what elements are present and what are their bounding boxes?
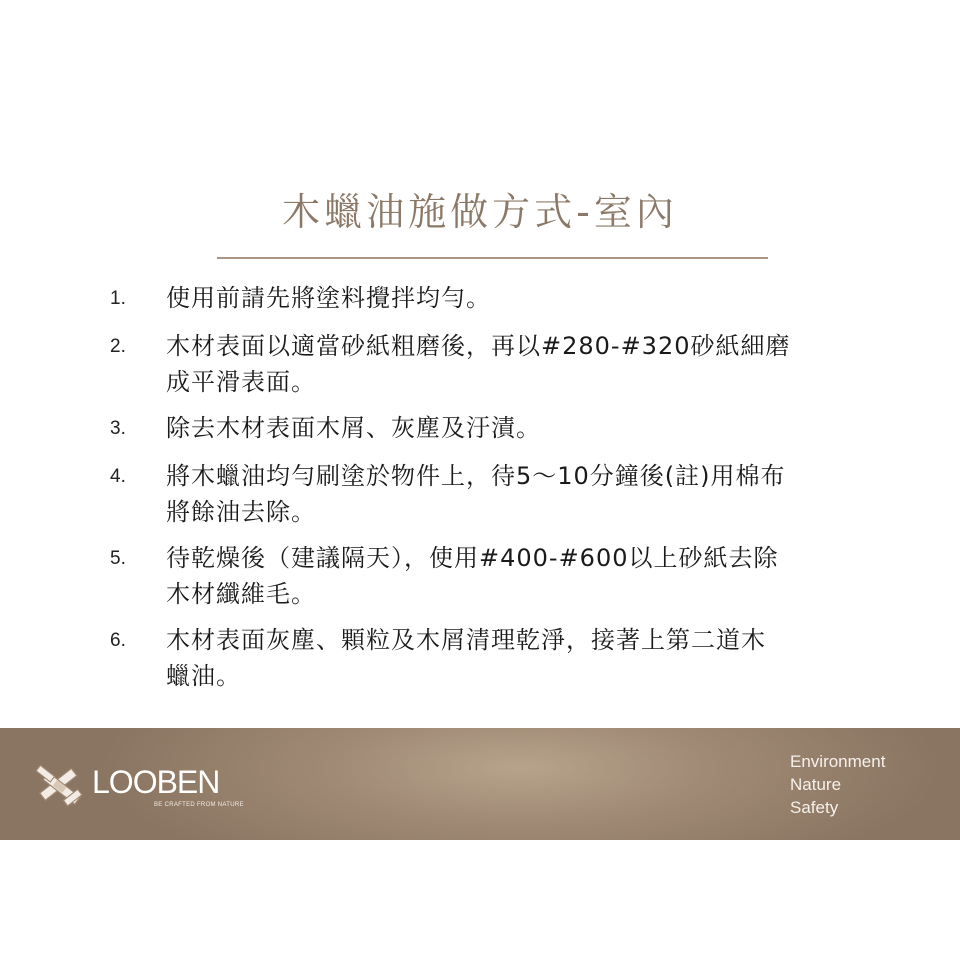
step-line: 成平滑表面。: [166, 368, 316, 396]
page-title: 木蠟油施做方式-室內: [282, 190, 678, 234]
step-line: 木材纖維毛。: [166, 580, 316, 608]
step-number: 2.: [110, 336, 126, 357]
brand-tagline: BE CRAFTED FROM NATURE: [154, 802, 244, 808]
step-item: [110, 458, 910, 530]
step-line: 木材表面以適當砂紙粗磨後，再以#280-#320砂紙細磨: [166, 332, 791, 360]
step-number: 6.: [110, 630, 126, 651]
step-number: 1.: [110, 288, 126, 309]
value-environment: Environment: [790, 752, 886, 771]
step-line: 將餘油去除。: [166, 498, 316, 526]
steps-list: [110, 280, 910, 704]
step-number: 5.: [110, 548, 126, 569]
step-line: 蠟油。: [166, 662, 241, 690]
woven-wood-icon: [34, 764, 90, 810]
value-safety: Safety: [790, 798, 839, 817]
step-item: [110, 540, 910, 612]
step-number: 3.: [110, 418, 126, 439]
step-text: [166, 622, 910, 694]
step-text: [166, 410, 910, 448]
title-divider: [217, 257, 768, 259]
step-line: 木材表面灰塵、顆粒及木屑清理乾淨，接著上第二道木: [166, 626, 766, 654]
step-item: [110, 280, 910, 318]
step-line: 使用前請先將塗料攪拌均勻。: [166, 284, 491, 312]
step-item: [110, 410, 910, 448]
brand-values: [790, 750, 885, 819]
step-text: [166, 540, 910, 612]
step-text: [166, 280, 910, 318]
step-text: [166, 328, 910, 400]
step-text: [166, 458, 910, 530]
step-line: 除去木材表面木屑、灰塵及汙漬。: [166, 414, 541, 442]
step-item: [110, 328, 910, 400]
step-number: 4.: [110, 466, 126, 487]
step-line: 將木蠟油均勻刷塗於物件上，待5～10分鐘後(註)用棉布: [166, 462, 786, 490]
brand-wordmark: LOOBEN: [92, 764, 220, 800]
brand-logo: [34, 764, 244, 814]
value-nature: Nature: [790, 775, 842, 794]
step-line: 待乾燥後（建議隔天），使用#400-#600以上砂紙去除: [166, 544, 779, 572]
step-item: [110, 622, 910, 694]
